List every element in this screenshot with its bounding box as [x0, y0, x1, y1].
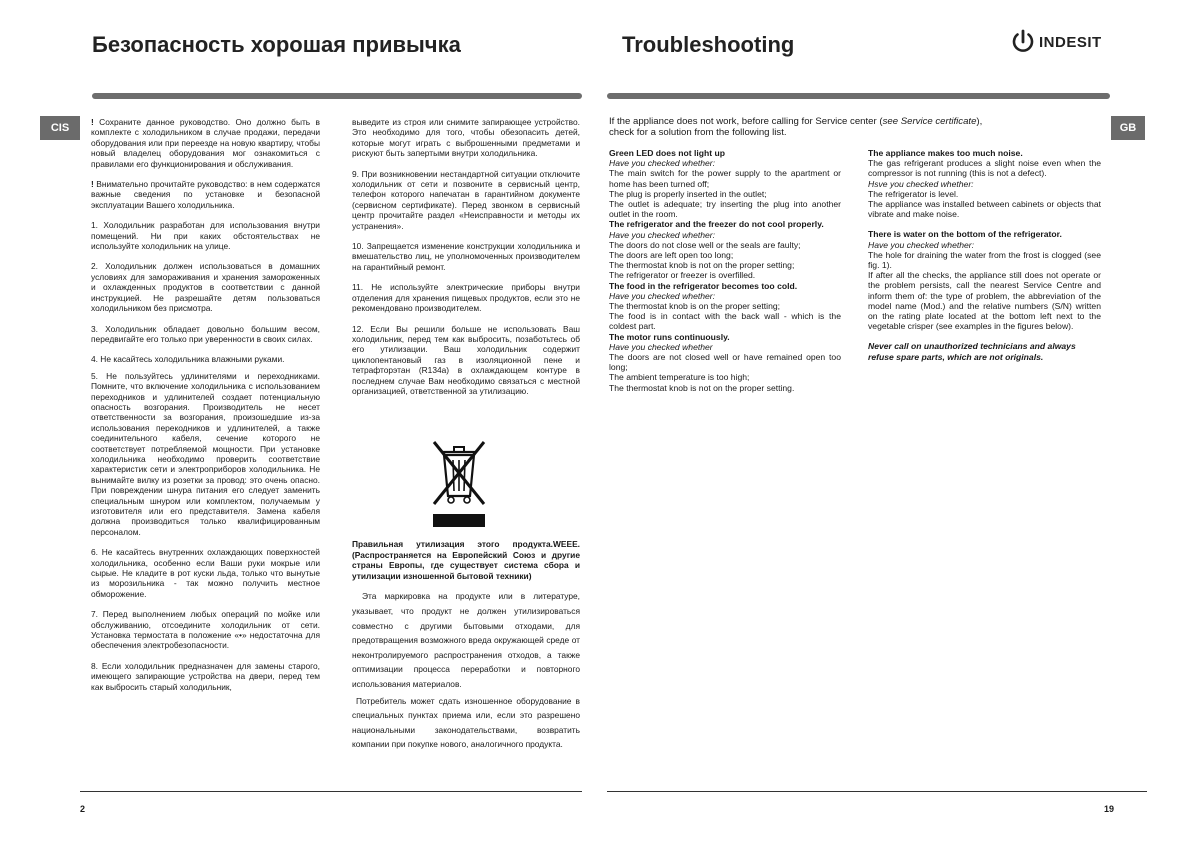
problem-heading: There is water on the bottom of the refrigerator.: [868, 229, 1062, 240]
check-item: The food is in contact with the back wall - which is the coldest part.: [609, 311, 841, 332]
problem-heading: The appliance makes too much noise.: [868, 148, 1023, 158]
check-item: The thermostat knob is on the proper setting;: [609, 301, 781, 312]
spacer: [868, 219, 1101, 229]
check-prompt: Have you checked whether:: [609, 158, 716, 169]
check-prompt: Have you checked whether:: [609, 290, 716, 301]
check-item: The doors are left open too long;: [609, 250, 734, 261]
check-item: The plug is properly inserted in the outlet;: [609, 188, 767, 199]
crossed-bin-icon: [432, 436, 486, 528]
page-number-right: 19: [1104, 804, 1115, 814]
language-tab-cis: CIS: [40, 116, 80, 140]
ru-paragraph: 11. Не используйте электрические приборы внутри отделения для хранения пищевых продуктов, если это не рекомендовано производителем.: [352, 282, 580, 314]
ru-paragraph-text: 5. Не пользуйтесь удлинителями и переходниками. Помните, что включение холодильника с использованием переходников и удлинителей создает потенциальную опасность возгорания. Производитель не несет ответственности за возгорания, произошедшие из-за использования перекодников и удлинителей, а также соединительного кабеля, сечение которого не соответствует потребляемой мощности. При установке холодильника необходимо проверить соответствие характеристик сети и электроприборов холодильника. Не вынимайте вилку из розетки за провод: это очень опасно. При повреждении шнура питания его следует заменить специальным шнуром или комплектом, получаемым у изготовителя или его представителя. Замена кабеля должна производиться только квалифицированным персоналом.: [91, 370, 320, 537]
check-prompt: Have you checked whether: [609, 341, 713, 352]
check-item: The thermostat knob is not on the proper setting.: [609, 382, 795, 393]
ru-paragraph-text: Внимательно прочитайте руководство: в нем содержатся важные сведения по установке и безопасной эксплуатации Вашего холодильника.: [91, 179, 320, 210]
indesit-logo: [1010, 29, 1102, 55]
spacer: [868, 331, 1101, 341]
check-item: The doors are not closed well or have remained open too long;: [609, 352, 841, 373]
ru-paragraph-text: Сохраните данное руководство. Оно должно быть в комплекте с холодильником в случае продажи, передачи оборудования или при переезде на новую квартиру, чтобы новый владелец оборудования мог ознакомиться с правилами его функционирования и обслуживания.: [91, 117, 320, 169]
en-column-1: [609, 148, 841, 393]
footer-rule-right: [607, 791, 1147, 792]
footer-rule-left: [80, 791, 582, 792]
ru-paragraph-text: 6. Не касайтесь внутренних охлаждающих поверхностей холодильника, особенно если Ваши руки мокрые или сырые. Не кладите в рот куски льда, только что вынутые из морозильника - так можно получить местное обморожение.: [91, 547, 320, 599]
problem-heading: The motor runs continuously.: [609, 331, 730, 342]
check-item: The outlet is adequate; try inserting the plug into another outlet in the room.: [609, 199, 841, 220]
check-item: The ambient temperature is too high;: [609, 372, 750, 383]
brand-name: INDESIT: [1039, 33, 1102, 51]
problem-heading: Green LED does not light up: [609, 148, 726, 158]
weee-paragraph-1: Эта маркировка на продукте или в литературе, указывает, что продукт не должен утилизироваться совместно с другими бытовыми отходами, для предотвращения возможного вреда окружающей среде от неконтролируемого распространения отходов, а также оптимизации процесса переработки и повторного использования материалов.: [352, 591, 580, 689]
en-intro-reference: see Service certificate: [882, 116, 977, 127]
weee-paragraph-2: Потребитель может сдать изношенное оборудование в специальных пунктах приема или, если это разрешено национальными законодательствами, возвратить компании при покупке нового, аналогичного продукта.: [352, 695, 580, 750]
check-item: The appliance was installed between cabinets or objects that vibrate and make noise.: [868, 199, 1101, 220]
check-item: The main switch for the power supply to the apartment or home has been turned off;: [609, 168, 841, 189]
ru-paragraph: [91, 117, 320, 169]
ru-paragraph: [91, 609, 320, 651]
ru-paragraph: [91, 547, 320, 599]
en-intro: [609, 116, 1009, 139]
en-column-2: [868, 148, 1101, 362]
ru-paragraph: выведите из строя или снимите запирающее устройство. Это необходимо для того, чтобы обезопасить детей, которые могут играть с выброшенными предметами и рискуют быть запертыми внутри холодильника.: [352, 117, 580, 159]
weee-bin-symbol: [432, 436, 486, 533]
ru-column-2: [352, 117, 580, 406]
attention-mark: !: [91, 179, 94, 190]
ru-paragraph: [91, 220, 320, 251]
check-prompt: Have you checked whether:: [609, 229, 716, 240]
weee-title: Правильная утилизация этого продукта.WEEE. (Распространяется на Европейский Союз и другие страны Европы, где существует система сбора и утилизации изношенной бытовой техники): [352, 539, 580, 581]
warning-note: Never call on unauthorized technicians and always refuse spare parts, which are not originals.: [868, 341, 1076, 362]
ru-paragraph: [91, 324, 320, 345]
ru-paragraph-text: 3. Холодильник обладает довольно большим весом, передвигайте его только при уверенности в своих силах.: [91, 323, 320, 344]
language-tab-gb: GB: [1111, 116, 1145, 140]
check-item: The gas refrigerant produces a slight noise even when the compressor is not running (this is not a defect).: [868, 158, 1101, 179]
ru-paragraph: [91, 261, 320, 313]
power-icon: [1010, 29, 1036, 55]
page-title-en: Troubleshooting: [622, 32, 795, 57]
check-prompt: Hsve you checked whether:: [868, 178, 974, 189]
check-item: The refrigerator is level.: [868, 188, 959, 199]
en-intro-start: If the appliance does not work, before calling for Service center (: [609, 116, 883, 127]
header-bar-right: [607, 93, 1110, 99]
ru-paragraph-text: 1. Холодильник разработан для использования внутри помещений. Ни при каких обстоятельствах не используйте холодильник на улице.: [91, 220, 320, 252]
ru-paragraph-text: 2. Холодильник должен использоваться в домашних условиях для замораживания и хранения замороженных и охлажденных продуктов в соответствии с данной инструкцией. Не разрешайте детям пользоваться холодильником без присмотра.: [91, 261, 320, 314]
problem-heading: The refrigerator and the freezer do not cool properly.: [609, 219, 824, 230]
check-item: The refrigerator or freezer is overfilled.: [609, 270, 756, 281]
ru-paragraph-text: 8. Если холодильник предназначен для замены старого, имеющего запирающие устройства на двери, перед тем как выбросить старый холодильник,: [91, 660, 320, 692]
weee-section: [352, 539, 580, 754]
check-item: The hole for draining the water from the frost is clogged (see fig. 1).: [868, 249, 1101, 271]
en-intro-end: ), check for a solution from the following list.: [609, 116, 983, 139]
check-item: The thermostat knob is not on the proper setting;: [609, 260, 795, 271]
problem-heading: The food in the refrigerator becomes too cold.: [609, 280, 798, 291]
ru-paragraph: [91, 354, 320, 364]
check-prompt: Have you checked whether:: [868, 239, 975, 250]
ru-paragraph: [91, 371, 320, 538]
check-item: If after all the checks, the appliance still does not operate or the problem persists, call the nearest Service Centre and inform them of: the type of problem, the abbreviation of the model name (Mod.) and the relative numbers (S/N) written on the rating plate located at the bottom left next to the vegetable crisper (see examples in the figures below).: [868, 270, 1101, 332]
ru-paragraph: 10. Запрещается изменение конструкции холодильника и вмешательство лиц, не уполномоченных производителем на гарантийный ремонт.: [352, 241, 580, 272]
ru-paragraph: 12. Если Вы решили больше не использовать Ваш холодильник, перед тем как выбросить, позаботьтесь об его утилизации. Ваш холодильник содержит циклопентановый газ в изоляционной пене и тетрафторэтан (R134a) в охлаждающем контуре в последнем случае Вам необходимо связаться с местной организацией, ответственной за утилизацию.: [352, 323, 580, 396]
ru-paragraph: 9. При возникновении нестандартной ситуации отключите холодильник от сети и позвоните в сервисный центр, телефон которого напечатан в гарантийном документе (сервисном сертификате). Перед звонком в сервисный центр прочитайте раздел «Неисправности и методы их устранения».: [352, 168, 580, 231]
page-number-left: 2: [80, 804, 86, 814]
check-item: The doors do not close well or the seals are faulty;: [609, 239, 801, 250]
header-bar-left: [92, 93, 582, 99]
ru-paragraph-text: 7. Перед выполнением любых операций по мойке или обслуживанию, отсоедините холодильник от сети. Установка термостата в положение «•» недостаточна для обеспечения электробезопасности.: [91, 609, 320, 651]
page-title-ru: Безопасность хорошая привычка: [92, 32, 461, 57]
ru-paragraph: [91, 179, 320, 210]
ru-column-1: [91, 117, 320, 702]
ru-paragraph-text: 4. Не касайтесь холодильника влажными руками.: [91, 354, 285, 365]
ru-paragraph: [91, 661, 320, 692]
attention-mark: !: [91, 117, 94, 127]
